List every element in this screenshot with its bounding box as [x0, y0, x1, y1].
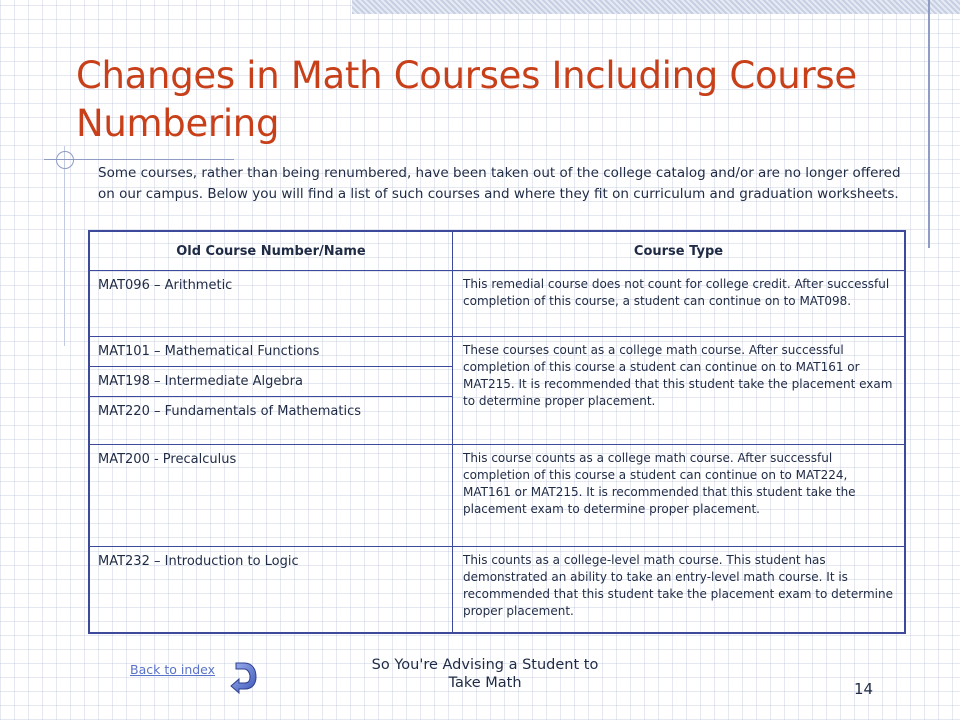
page-number: 14: [854, 680, 874, 698]
left-vertical-rule: [64, 146, 65, 346]
circle-ornament-icon: [56, 151, 74, 169]
table-row: [89, 547, 905, 633]
course-name-cell: MAT200 - Precalculus: [89, 445, 453, 547]
column-header-course-type: Course Type: [453, 231, 906, 271]
table-row: [89, 337, 905, 367]
curved-return-arrow-icon[interactable]: [228, 660, 260, 694]
table-row: [89, 445, 905, 547]
top-decorative-band: [352, 0, 960, 14]
course-type-cell: These courses count as a college math course. After successful completion of this course a student can continue on to MAT161 or MAT215. It is recommended that this student take the placement exam to determine proper placement.: [453, 337, 906, 445]
right-vertical-rule: [928, 0, 930, 248]
course-name-cell: MAT220 – Fundamentals of Mathematics: [89, 397, 453, 445]
course-name-cell: MAT198 – Intermediate Algebra: [89, 367, 453, 397]
intro-paragraph: Some courses, rather than being renumbered, have been taken out of the college catalog and/or are no longer offered on our campus. Below you will find a list of such courses and where they fit on curriculum and graduation worksheets.: [98, 165, 901, 202]
footer-title-line-2: Take Math: [448, 675, 522, 691]
column-header-old-course: Old Course Number/Name: [89, 231, 453, 271]
table-header-row: [89, 231, 905, 271]
back-to-index-link[interactable]: Back to index: [130, 662, 216, 677]
course-type-cell: This counts as a college-level math course. This student has demonstrated an ability to take an entry-level math course. It is recommended that this student take the placement exam to determine proper placement.: [453, 547, 906, 633]
slide-title: Changes in Math Courses Including Course Numbering: [76, 54, 857, 145]
course-name-cell: MAT232 – Introduction to Logic: [89, 547, 453, 633]
course-type-cell: This remedial course does not count for college credit. After successful completion of this course, a student can continue on to MAT098.: [453, 271, 906, 337]
course-type-cell: This course counts as a college math course. After successful completion of this course a student can continue on to MAT224, MAT161 or MAT215. It is recommended that this student take the placement exam to determine proper placement.: [453, 445, 906, 547]
course-name-cell: MAT101 – Mathematical Functions: [89, 337, 453, 367]
table-row: [89, 271, 905, 337]
footer-presentation-title: [340, 656, 630, 692]
course-name-cell: MAT096 – Arithmetic: [89, 271, 453, 337]
course-table: [88, 230, 906, 634]
footer-title-line-1: So You're Advising a Student to: [371, 657, 599, 673]
